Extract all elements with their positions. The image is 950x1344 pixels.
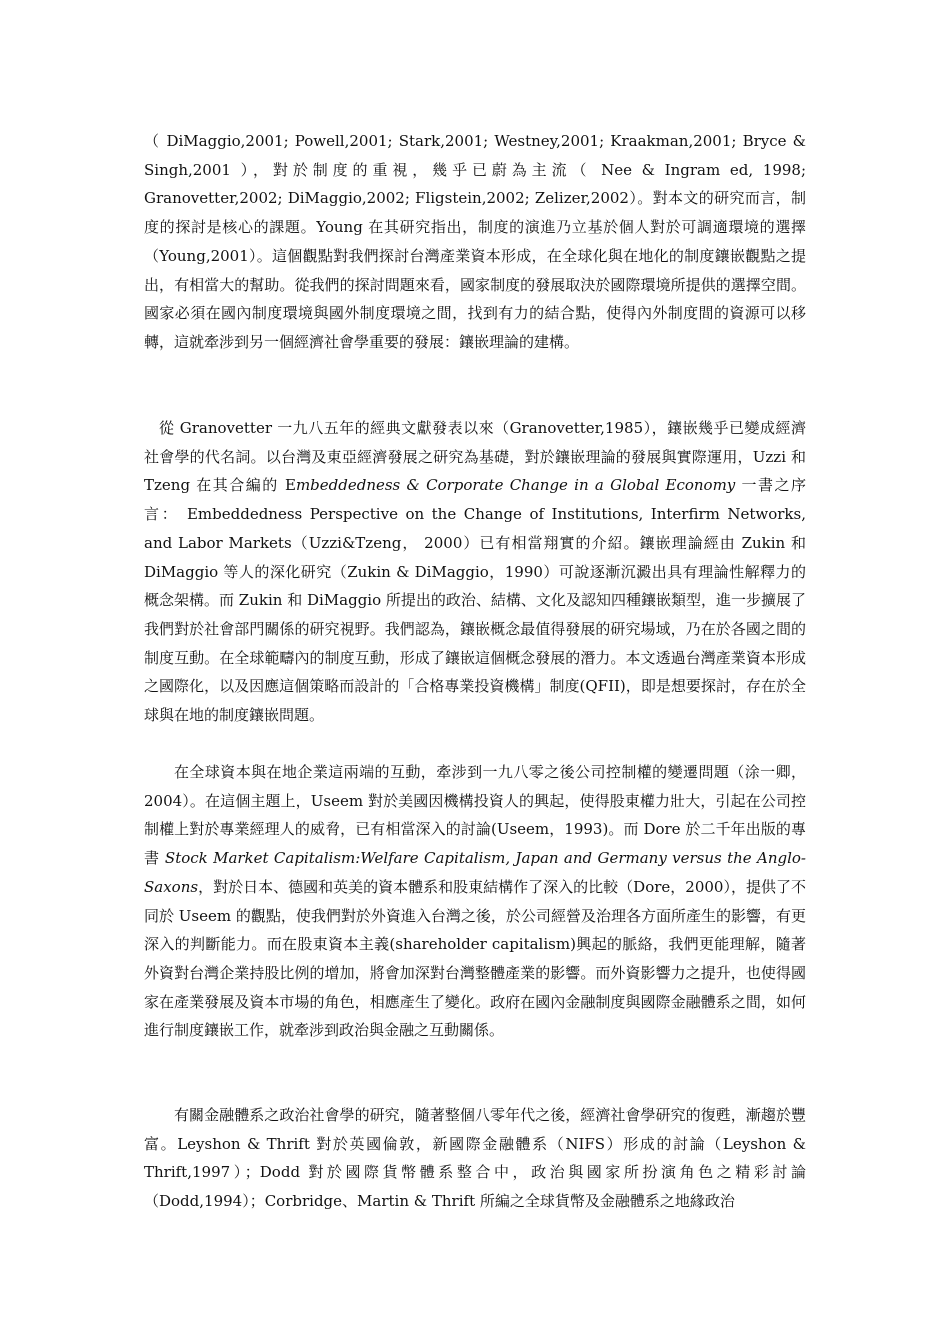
paragraph-text: （ DiMaggio,2001; Powell,2001; Stark,2001; Westney,2001; Kraakman,2001; Bryce & Singh,2001 ），對於制度的重視，幾乎已蔚為主流（ Nee & Ingram ed, 1998; Granovetter,2002; DiMaggio,2002; Fligstein,2002; Zelizer,2002）。對本文的研究而言，制度的探討是核心的課題。Young 在其研究指出，制度的演進乃立基於個人對於可調適環境的選擇（Young,2001）。這個觀點對我們探討台灣產業資本形成，在全球化與在地化的制度鑲嵌觀點之提出，有相當大的幫助。從我們的探討問題來看，國家制度的發展取決於國際環境所提供的選擇空間。國家必須在國內制度環境與國外制度環境之間，找到有力的結合點，使得內外制度間的資源可以移轉，這就牽涉到另一個經濟社會學重要的發展：鑲嵌理論的建構。	[144, 132, 806, 351]
book-title: Stock Market Capitalism:Welfare Capitalism, Japan and Germany versus the Anglo-Saxons	[144, 849, 806, 896]
paragraph-text-a: 從 Granovetter 一九八五年的經典文獻發表以來（Granovetter,1985），鑲嵌幾乎已變成經濟社會學的代名詞。以台灣及東亞經濟發展之研究為基礎，對於鑲嵌理論的發展與實際運用，Uzzi 和 Tzeng 在其合編的 E	[144, 419, 806, 495]
paragraph-text: 有關金融體系之政治社會學的研究，隨著整個八零年代之後，經濟社會學研究的復甦，漸趨於豐富。Leyshon & Thrift 對於英國倫敦，新國際金融體系（NIFS）形成的討論（Leyshon & Thrift,1997）；Dodd 對於國際貨幣體系整合中，政治與國家所扮演角色之精彩討論（Dodd,1994）；Corbridge、Martin & Thrift 所編之全球貨幣及金融體系之地緣政治	[144, 1106, 806, 1211]
paragraph-institutions	[144, 127, 806, 357]
paragraph-financial-system	[144, 1101, 806, 1216]
paragraph-text-a: 在全球資本與在地企業這兩端的互動，牽涉到一九八零之後公司控制權的變遷問題（涂一卿，2004）。在這個主題上，Useem 對於美國因機構投資人的興起，使得股東權力壯大，引起在公司控制權上對於專業經理人的威脅，已有相當深入的討論(Useem，1993)。而 Dore 於二千年出版的專書	[144, 763, 806, 868]
paragraph-text-b: 一書之序言： Embeddedness Perspective on the Change of Institutions, Interfirm Networks, and Labor Markets（Uzzi&Tzeng， 2000）已有相當翔實的介紹。鑲嵌理論經由 Zukin 和 DiMaggio 等人的深化研究（Zukin & DiMaggio，1990）可說逐漸沉澱出具有理論性解釋力的概念架構。而 Zukin 和 DiMaggio 所提出的政治、結構、文化及認知四種鑲嵌類型，進一步擴展了我們對於社會部門關係的研究視野。我們認為，鑲嵌概念最值得發展的研究場域，乃在於各國之間的制度互動。在全球範疇內的制度互動，形成了鑲嵌這個概念發展的潛力。本文透過台灣產業資本形成之國際化，以及因應這個策略而設計的「合格專業投資機構」制度(QFII)，即是想要探討，存在於全球與在地的制度鑲嵌問題。	[144, 476, 806, 725]
book-title: mbeddedness & Corporate Change in a Global Economy	[295, 476, 736, 495]
paragraph-corporate-control	[144, 758, 806, 1045]
paragraph-text-b: ，對於日本、德國和英美的資本體系和股東結構作了深入的比較（Dore，2000），提供了不同於 Useem 的觀點，使我們對於外資進入台灣之後，於公司經營及治理各方面所產生的影響，有更深入的判斷能力。而在股東資本主義(shareholder capitalism)興起的脈絡，我們更能理解，隨著外資對台灣企業持股比例的增加，將會加深對台灣整體產業的影響。而外資影響力之提升，也使得國家在產業發展及資本市場的角色，相應產生了變化。政府在國內金融制度與國際金融體系之間，如何進行制度鑲嵌工作，就牽涉到政治與金融之互動關係。	[144, 877, 806, 1040]
paragraph-embeddedness	[144, 414, 806, 730]
